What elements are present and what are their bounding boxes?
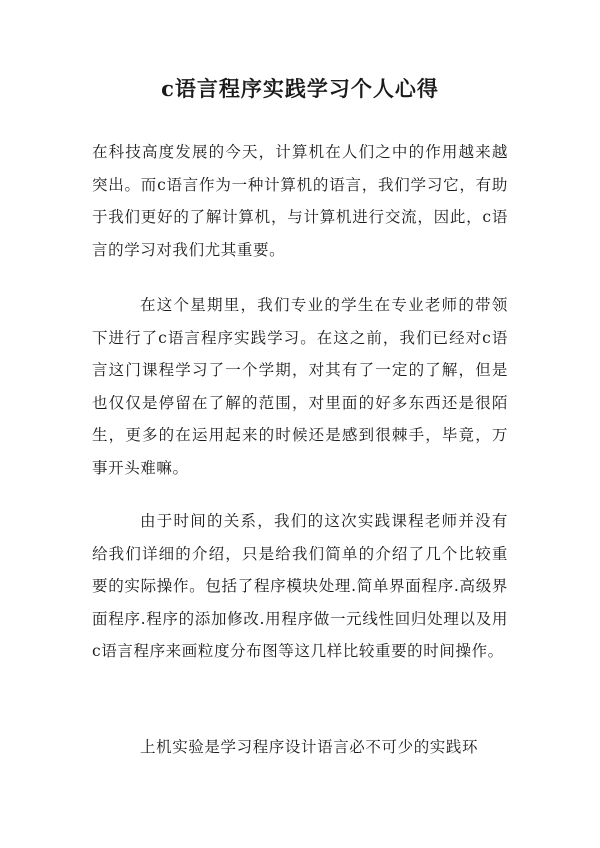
- document-title: c语言程序实践学习个人心得: [161, 76, 439, 101]
- paragraph-1: 在科技高度发展的今天，计算机在人们之中的作用越来越突出。而c语言作为一种计算机的语言，我们学习它，有助于我们更好的了解计算机，与计算机进行交流，因此，c语言的学习对我们尤其重要。: [92, 143, 508, 259]
- paragraph-3: 由于时间的关系，我们的这次实践课程老师并没有给我们详细的介绍，只是给我们简单的介绍了几个比较重要的实际操作。包括了程序模块处理.简单界面程序.高级界面程序.程序的添加修改.用程序做一元线性回归处理以及用c语言程序来画粒度分布图等这几样比较重要的时间操作。: [92, 512, 508, 660]
- paragraph-4: 上机实验是学习程序设计语言必不可少的实践环: [140, 738, 479, 756]
- paragraph-2: 在这个星期里，我们专业的学生在专业老师的带领下进行了c语言程序实践学习。在这之前，我们已经对c语言这门课程学习了一个学期，对其有了一定的了解，但是也仅仅是停留在了解的范围，对里面的好多东西还是很陌生，更多的在运用起来的时候还是感到很棘手，毕竟，万事开头难嘛。: [92, 296, 508, 477]
